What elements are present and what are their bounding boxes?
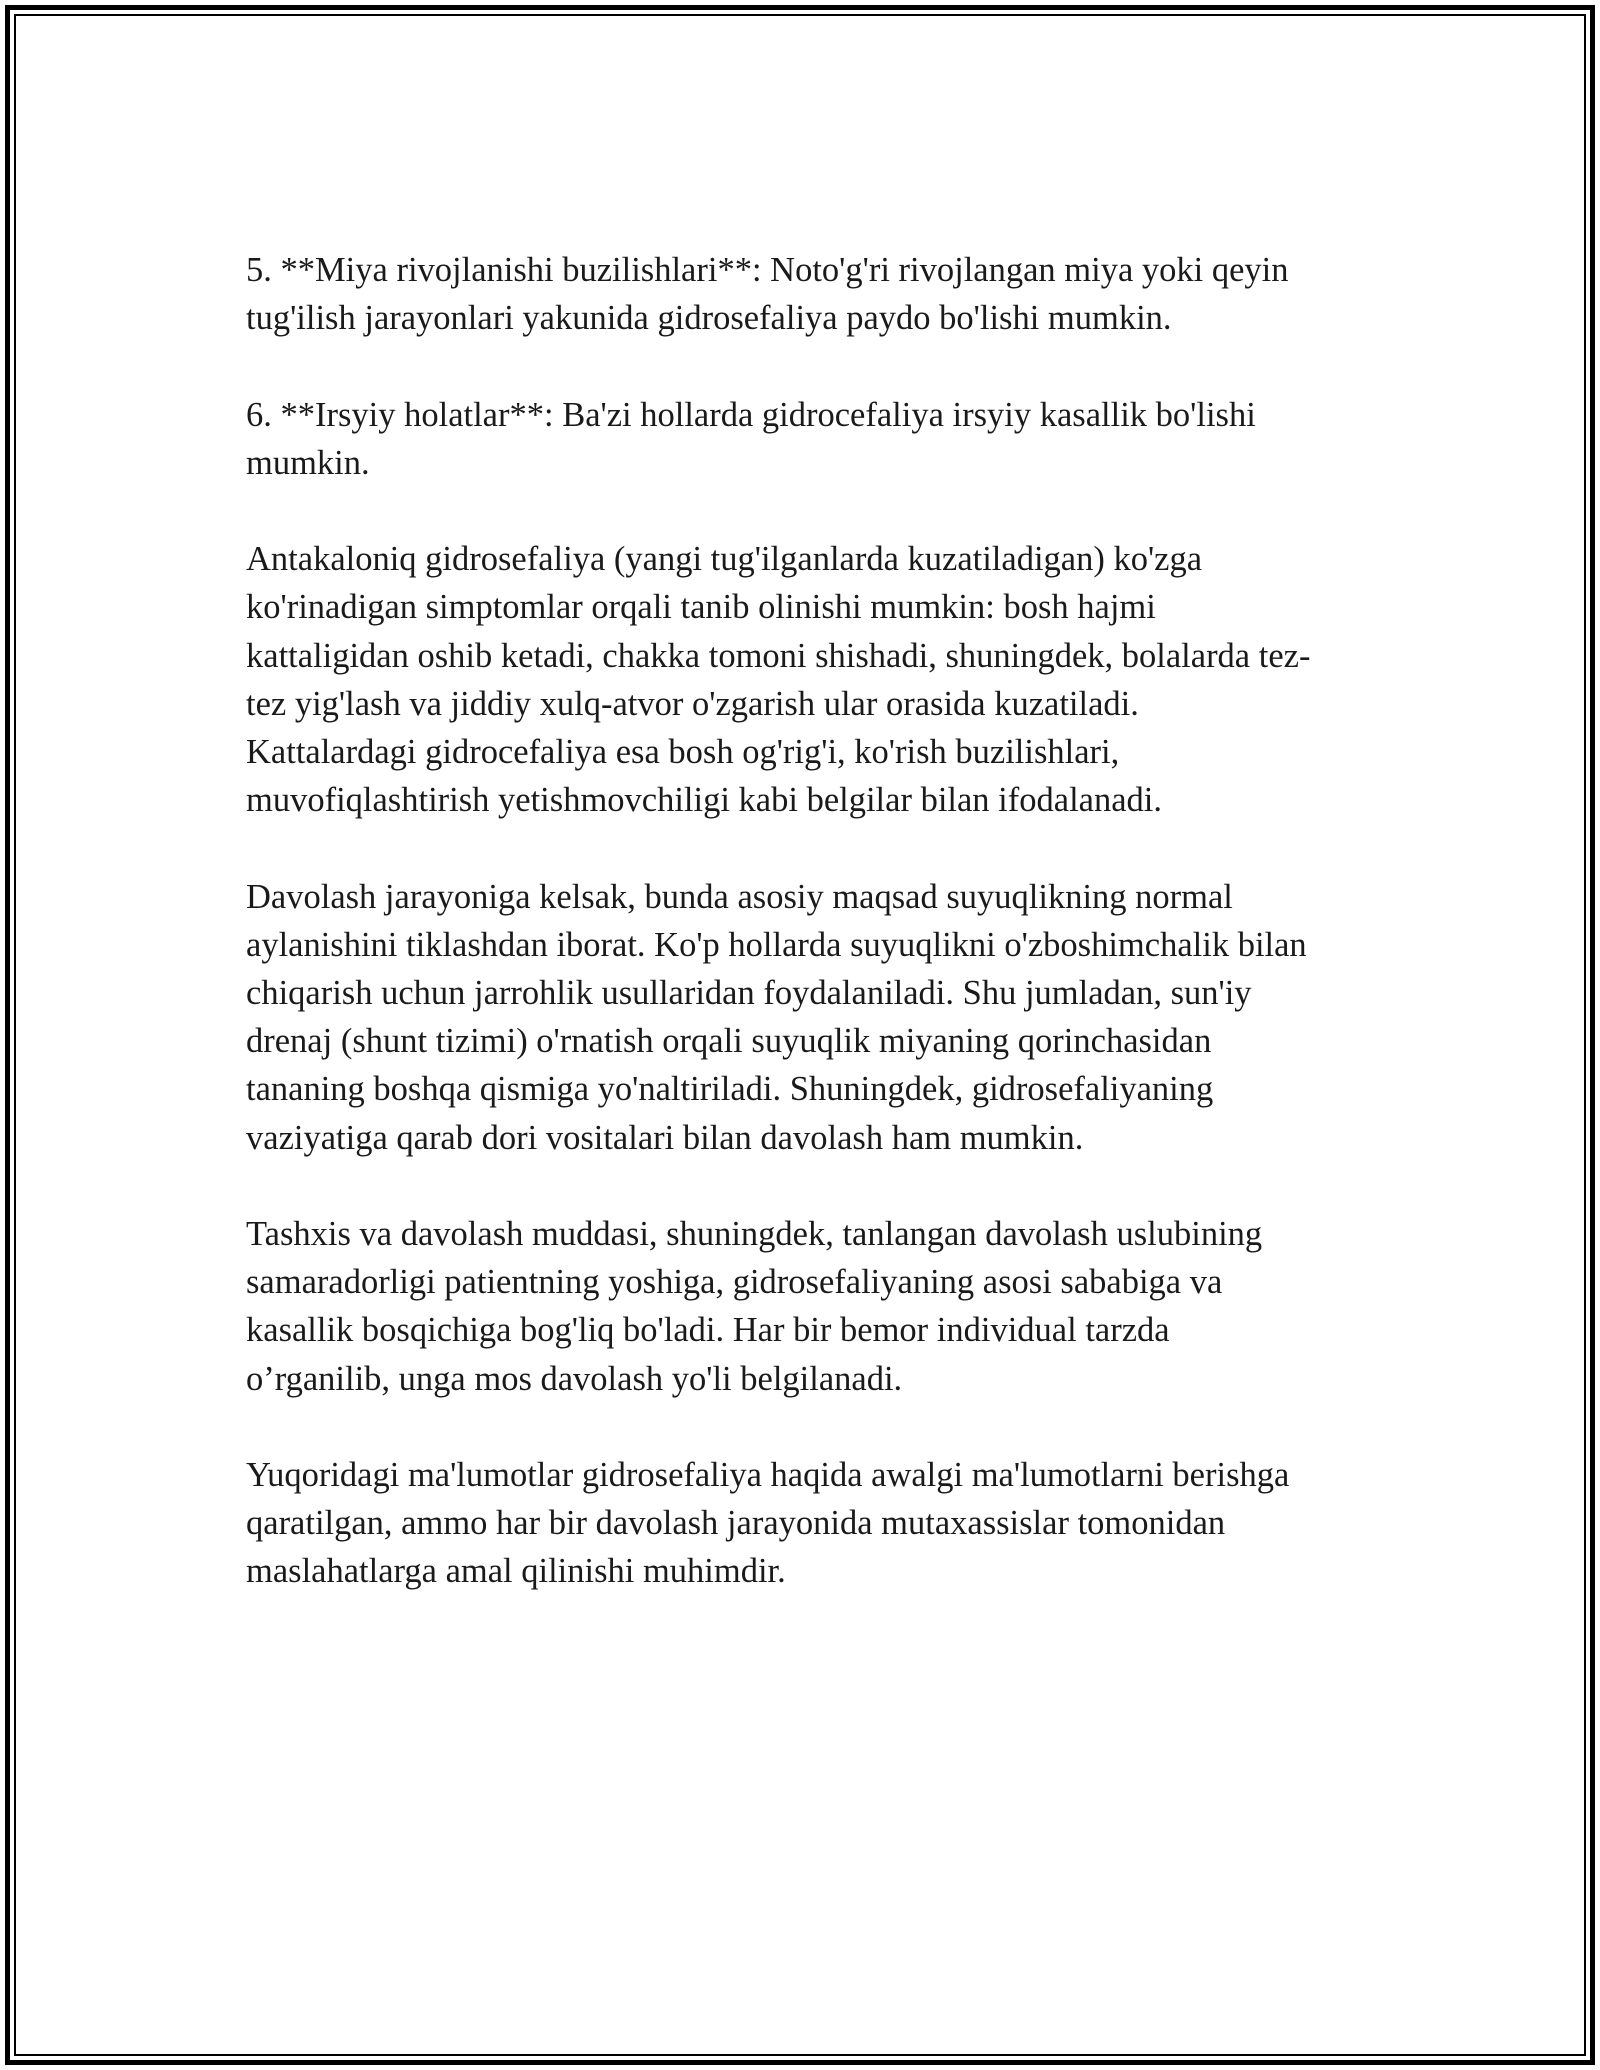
text-line: qaratilgan, ammo har bir davolash jarayonida mutaxassislar tomonidan <box>246 1504 1226 1543</box>
text-line: kasallik bosqichiga bog'liq bo'ladi. Har bir bemor individual tarzda <box>246 1311 1170 1350</box>
text-line: Davolash jarayoniga kelsak, bunda asosiy maqsad suyuqlikning normal <box>246 877 1233 916</box>
paragraph-brain-development <box>246 246 1376 342</box>
text-line: muvofiqlashtirish yetishmovchiligi kabi belgilar bilan ifodalanadi. <box>246 781 1162 820</box>
text-line: chiqarish uchun jarrohlik usullaridan foydalaniladi. Shu jumladan, sun'iy <box>246 974 1252 1012</box>
text-line: Kattalardagi gidrocefaliya esa bosh og'rig'i, ko'rish buzilishlari, <box>246 733 1120 771</box>
paragraph-conclusion <box>246 1451 1376 1596</box>
text-line: tug'ilish jarayonlari yakunida gidrosefaliya paydo bo'lishi mumkin. <box>246 299 1172 338</box>
text-line: o’rganilib, unga mos davolash yo'li belgilanadi. <box>246 1359 903 1398</box>
text-line: maslahatlarga amal qilinishi muhimdir. <box>246 1552 786 1591</box>
paragraph-symptoms <box>246 535 1376 824</box>
paragraph-treatment <box>246 873 1376 1162</box>
text-line: ko'rinadigan simptomlar orqali tanib olinishi mumkin: bosh hajmi <box>246 588 1156 627</box>
paragraph-hereditary <box>246 391 1376 487</box>
page-border <box>5 5 1595 2065</box>
text-line: mumkin. <box>246 443 370 482</box>
paragraph-diagnosis <box>246 1210 1376 1403</box>
text-line: Antakaloniq gidrosefaliya (yangi tug'ilganlarda kuzatiladigan) ko'zga <box>246 540 1203 579</box>
text-line: drenaj (shunt tizimi) o'rnatish orqali suyuqlik miyaning qorinchasidan <box>246 1022 1212 1061</box>
text-line: tananing boshqa qismiga yo'naltiriladi. Shuningdek, gidrosefaliyaning <box>246 1070 1214 1109</box>
text-line: aylanishini tiklashdan iborat. Ko'p hollarda suyuqlikni o'zboshimchalik bilan <box>246 925 1307 964</box>
text-line: 5. **Miya rivojlanishi buzilishlari**: Noto'g'ri rivojlangan miya yoki qeyin <box>246 251 1289 289</box>
text-line: Yuqoridagi ma'lumotlar gidrosefaliya haqida awalgi ma'lumotlarni berishga <box>246 1456 1290 1494</box>
text-line: 6. **Irsyiy holatlar**: Ba'zi hollarda gidrocefaliya irsyiy kasallik bo'lishi <box>246 395 1256 434</box>
text-line: tez yig'lash va jiddiy xulq-atvor o'zgarish ular orasida kuzatiladi. <box>246 684 1139 723</box>
text-line: Tashxis va davolash muddasi, shuningdek, tanlangan davolash uslubining <box>246 1215 1263 1253</box>
text-line: samaradorligi patientning yoshiga, gidrosefaliyaning asosi sababiga va <box>246 1263 1223 1302</box>
text-line: kattaligidan oshib ketadi, chakka tomoni shishadi, shuningdek, bolalarda tez- <box>246 636 1311 675</box>
document-body <box>246 246 1376 1644</box>
text-line: vaziyatiga qarab dori vositalari bilan davolash ham mumkin. <box>246 1118 1084 1157</box>
